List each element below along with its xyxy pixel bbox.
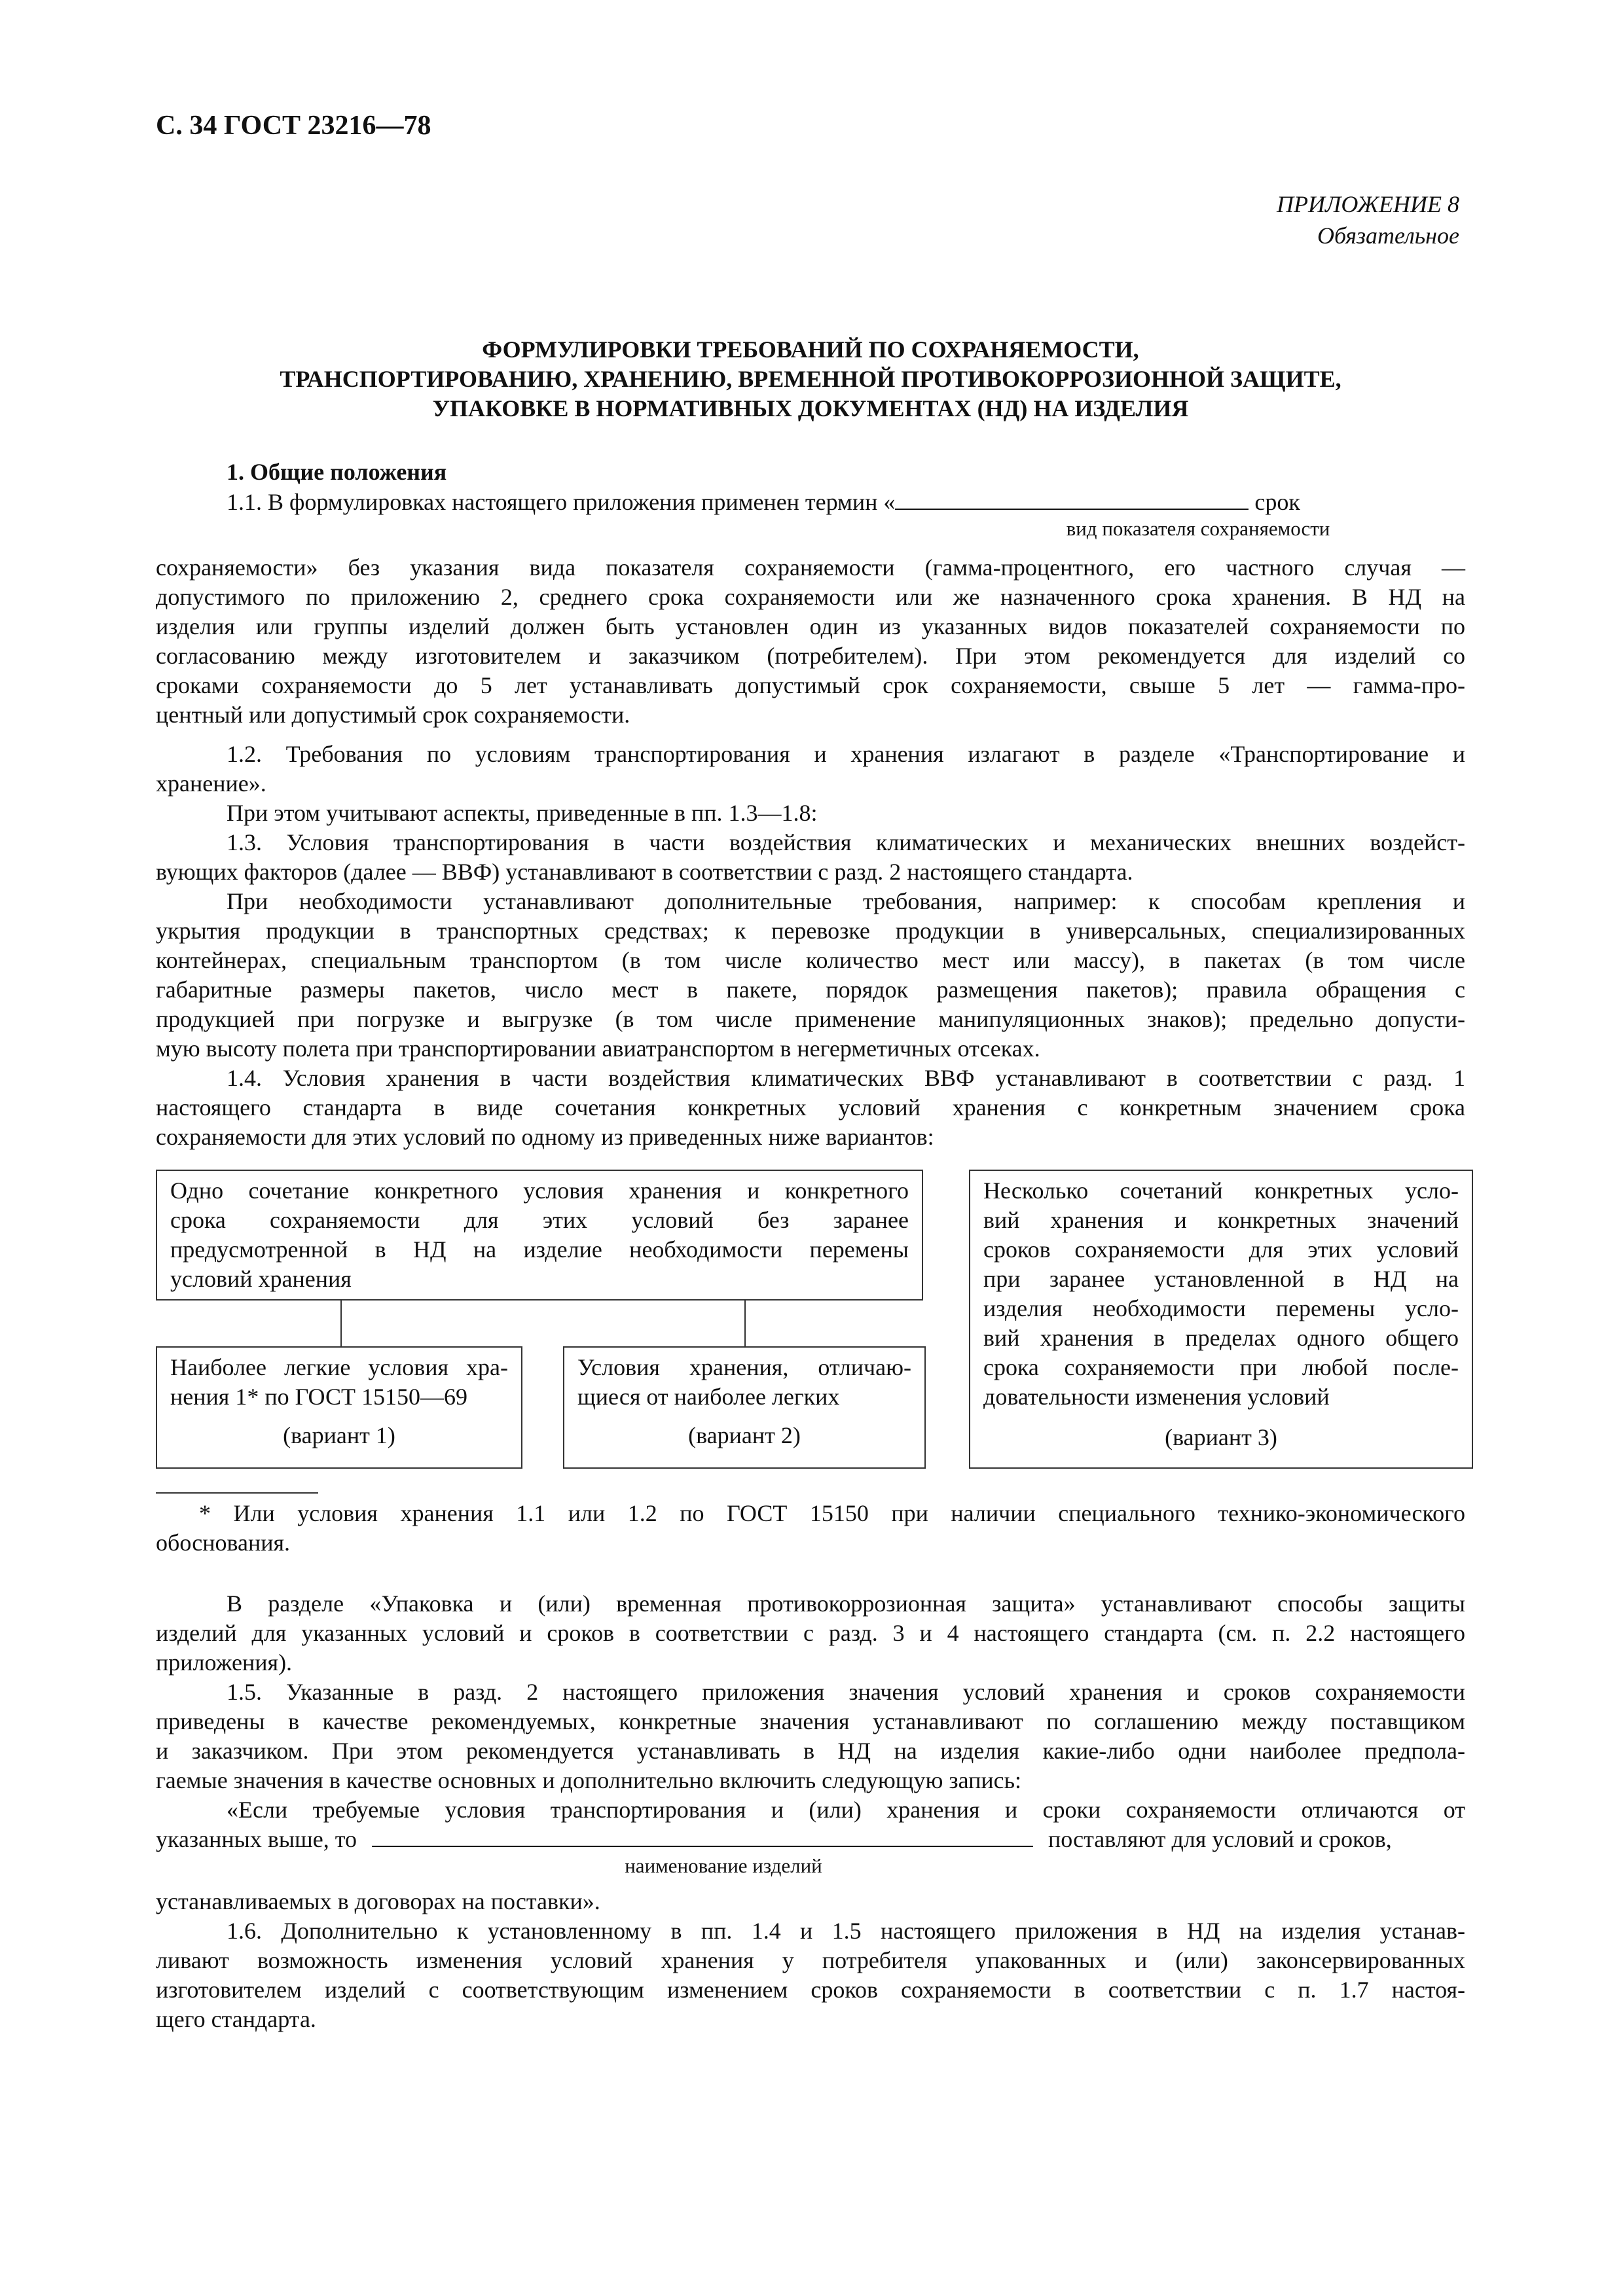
p1-1-line: сроками сохраняемости до 5 лет устанавливать допустимый срок сохраняемости, свыше 5 лет — гамма-про- xyxy=(156,672,1465,698)
packaging-line: приложения). xyxy=(156,1649,293,1676)
box1-line: нения 1* по ГОСТ 15150—69 xyxy=(170,1384,467,1410)
p1-5-line: гаемые значения в качестве основных и дополнительно включить следующую запись: xyxy=(156,1767,1022,1793)
page-header: С. 34 ГОСТ 23216—78 xyxy=(156,111,431,141)
fill-in-blank-product-name xyxy=(372,1826,1033,1847)
packaging-line: В разделе «Упаковка и (или) временная противокоррозионная защита» устанавливают способы защиты xyxy=(227,1590,1465,1617)
box3-line: изделия необходимости перемены усло- xyxy=(983,1295,1459,1321)
p1-5-line: и заказчиком. При этом рекомендуется устанавливать в НД на изделия какие-либо одни наиболее предпола- xyxy=(156,1738,1465,1764)
diagram-main-box xyxy=(156,1170,923,1300)
box2-line: Условия хранения, отличаю- xyxy=(577,1354,911,1380)
caption-product-name: наименование изделий xyxy=(625,1854,822,1877)
p1-6-line: щего стандарта. xyxy=(156,2006,316,2032)
variant-1-label: (вариант 1) xyxy=(283,1422,395,1448)
p1-5-blank-lead: указанных выше, то xyxy=(156,1826,357,1852)
p1-5-blank-line xyxy=(156,1825,1465,1854)
title-line-2: ТРАНСПОРТИРОВАНИЮ, ХРАНЕНИЮ, ВРЕМЕННОЙ ПРОТИВОКОРРОЗИОННОЙ ЗАЩИТЕ, xyxy=(280,366,1341,392)
p1-3-line: 1.3. Условия транспортирования в части воздействия климатических и механических внешних воздейст- xyxy=(227,829,1465,855)
p1-4-line: 1.4. Условия хранения в части воздействия климатических ВВФ устанавливают в соответствии с разд. 1 xyxy=(227,1065,1465,1091)
box1-line: Наиболее легкие условия хра- xyxy=(170,1354,508,1380)
section-heading-general: 1. Общие положения xyxy=(227,459,447,485)
p1-1-tail-text: срок xyxy=(1249,489,1300,515)
document-title xyxy=(156,335,1465,423)
p1-5-end xyxy=(156,1887,1465,1916)
box2-line: щиеся от наиболее легких xyxy=(577,1384,840,1410)
p1-3-extra-line: контейнерах, специальным транспортом (в том числе количество мест или массу), в пакетах (в том числе xyxy=(156,947,1465,973)
appendix-status: Обязательное xyxy=(1317,223,1459,249)
p1-2-line: хранение». xyxy=(156,770,266,797)
p1-3-extra-line: габаритные размеры пакетов, число мест в пакете, порядок размещения пакетов); правила обращения с xyxy=(156,977,1465,1003)
p1-3-extra-line: мую высоту полета при транспортировании авиатранспортом в негерметичных отсеках. xyxy=(156,1035,1040,1062)
p1-4-line: настоящего стандарта в виде сочетания конкретных условий хранения с конкретным значением срока xyxy=(156,1094,1465,1121)
p1-3-line: вующих факторов (далее — ВВФ) устанавливают в соответствии с разд. 2 настоящего стандарта. xyxy=(156,859,1133,885)
main-box-line: Одно сочетание конкретного условия хранения и конкретного xyxy=(170,1177,909,1204)
title-line-1: ФОРМУЛИРОВКИ ТРЕБОВАНИЙ ПО СОХРАНЯЕМОСТИ, xyxy=(482,336,1139,363)
paragraph-1-1-lead xyxy=(227,488,1465,517)
connector-line xyxy=(744,1300,746,1346)
box3-line: при заранее установленной в НД на xyxy=(983,1266,1459,1292)
p1-2-note: При этом учитывают аспекты, приведенные в пп. 1.3—1.8: xyxy=(227,800,818,826)
p1-1-line: согласованию между изготовителем и заказчиком (потребителем). При этом рекомендуется для изделий со xyxy=(156,643,1465,669)
paragraph-1-1-body xyxy=(156,553,1465,730)
paragraph-1-6 xyxy=(156,1916,1465,2034)
footnote-rule xyxy=(156,1492,318,1494)
p1-6-line: ливают возможность изменения условий хранения у потребителя упакованных и (или) законсервированных xyxy=(156,1947,1465,1973)
variant-3-label: (вариант 3) xyxy=(1165,1424,1277,1450)
paragraph-1-4 xyxy=(156,1064,1465,1152)
diagram-box-variant-2 xyxy=(563,1346,926,1469)
main-box-line: условий хранения xyxy=(170,1266,352,1292)
p1-5-line: «Если требуемые условия транспортирования и (или) хранения и сроки сохраняемости отличаются от xyxy=(227,1797,1465,1823)
p1-6-line: изготовителем изделий с соответствующим изменением сроков сохраняемости в соответствии с п. 1.7 настоя- xyxy=(156,1977,1465,2003)
main-box-line: срока сохраняемости для этих условий без заранее xyxy=(170,1207,909,1233)
variant-2-label: (вариант 2) xyxy=(688,1422,801,1448)
p1-6-line: 1.6. Дополнительно к установленному в пп. 1.4 и 1.5 настоящего приложения в НД на изделия устанав- xyxy=(227,1918,1465,1944)
footnote-line: обоснования. xyxy=(156,1530,291,1556)
p1-4-line: сохраняемости для этих условий по одному из приведенных ниже вариантов: xyxy=(156,1124,934,1150)
p1-3-extra-line: продукцией при погрузке и выгрузке (в том числе применение манипуляционных знаков); предельно допусти- xyxy=(156,1006,1465,1032)
p1-1-line: центный или допустимый срок сохраняемости. xyxy=(156,702,630,728)
fill-in-blank-indicator-type xyxy=(895,489,1249,510)
box3-line: вий хранения в пределах одного общего xyxy=(983,1325,1459,1351)
p1-5-end-line: устанавливаемых в договорах на поставки». xyxy=(156,1888,600,1914)
box3-line: вий хранения и конкретных значений xyxy=(983,1207,1459,1233)
p1-2-line: 1.2. Требования по условиям транспортирования и хранения излагают в разделе «Транспортирование и xyxy=(227,741,1465,767)
p1-5-line: приведены в качестве рекомендуемых, конкретные значения устанавливают по соглашению между поставщиком xyxy=(156,1708,1465,1734)
p1-5-blank-tail: поставляют для условий и сроков, xyxy=(1048,1826,1392,1852)
packaging-line: изделий для указанных условий и сроков в соответствии с разд. 3 и 4 настоящего стандарта (см. п. 2.2 настоящего xyxy=(156,1620,1465,1646)
main-box-line: предусмотренной в НД на изделие необходимости перемены xyxy=(170,1236,909,1263)
p1-3-extra-line: При необходимости устанавливают дополнительные требования, например: к способам крепления и xyxy=(227,888,1465,914)
p1-1-lead-text: 1.1. В формулировках настоящего приложения применен термин « xyxy=(227,489,896,515)
p1-1-line: изделия или группы изделий должен быть установлен один из указанных видов показателей сохраняемости по xyxy=(156,613,1465,639)
box3-line: Несколько сочетаний конкретных усло- xyxy=(983,1177,1459,1204)
caption-indicator-type: вид показателя сохраняемости xyxy=(1066,517,1330,540)
paragraph-1-5 xyxy=(156,1677,1465,1825)
title-line-3: УПАКОВКЕ В НОРМАТИВНЫХ ДОКУМЕНТАХ (НД) НА ИЗДЕЛИЯ xyxy=(432,395,1189,422)
connector-line xyxy=(340,1300,342,1346)
p1-3-extra-line: укрытия продукции в транспортных средствах; к перевозке продукции в универсальных, специализированных xyxy=(156,918,1465,944)
diagram-box-variant-1 xyxy=(156,1346,522,1469)
paragraph-1-2 xyxy=(156,740,1465,828)
p1-5-line: 1.5. Указанные в разд. 2 настоящего приложения значения условий хранения и сроков сохраняемости xyxy=(227,1679,1465,1705)
p1-1-line: сохраняемости» без указания вида показателя сохраняемости (гамма-процентного, его частного случая — xyxy=(156,554,1465,581)
box3-line: сроков сохраняемости для этих условий xyxy=(983,1236,1459,1263)
footnote xyxy=(156,1499,1465,1558)
footnote-line: * Или условия хранения 1.1 или 1.2 по ГОСТ 15150 при наличии специального технико-экономического xyxy=(199,1500,1465,1526)
box3-line: довательности изменения условий xyxy=(983,1384,1330,1410)
box3-line: срока сохраняемости при любой после- xyxy=(983,1354,1459,1380)
paragraph-1-3 xyxy=(156,828,1465,1064)
appendix-number: ПРИЛОЖЕНИЕ 8 xyxy=(1277,191,1459,217)
paragraph-packaging xyxy=(156,1589,1465,1677)
appendix-label-block xyxy=(1277,188,1459,251)
p1-1-line: допустимого по приложению 2, среднего срока сохраняемости или же назначенного срока хранения. В НД на xyxy=(156,584,1465,610)
